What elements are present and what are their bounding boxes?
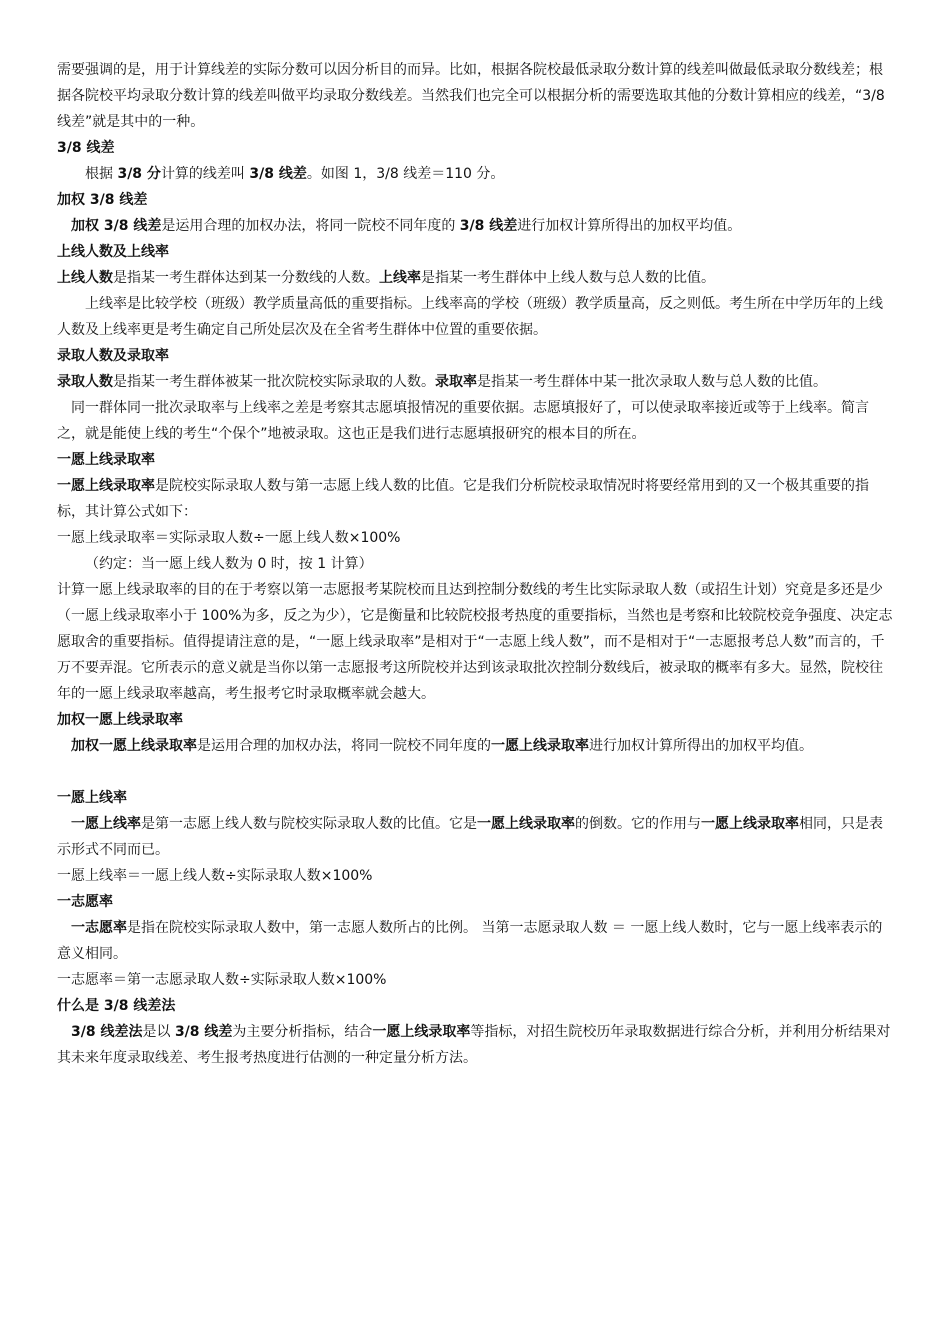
bold-term: 一志愿率 (71, 920, 127, 936)
bold-term: 加权一愿上线录取率 (71, 738, 197, 754)
text-span: 为主要分析指标，结合 (232, 1024, 373, 1040)
paragraph-first-online-rate (57, 811, 895, 863)
bold-term: 一愿上线录取率 (701, 816, 799, 832)
heading-38-line-diff: 3/8 线差 (57, 140, 115, 156)
paragraph-online-importance: 上线率是比较学校（班级）教学质量高低的重要指标。上线率高的学校（班级）教学质量高，反之则低。考生所在中学历年的上线人数及上线率更是考生确定自己所处层次及在全省考生群体中位置的重要依据。 (57, 296, 883, 338)
bold-term: 加权 3/8 线差 (71, 218, 162, 234)
heading-first-online-rate: 一愿上线率 (57, 790, 127, 806)
paragraph-38-method (57, 1019, 895, 1071)
text-span: 是指某一考生群体达到某一分数线的人数。 (113, 270, 379, 286)
paragraph-first-choice-admit-purpose: 计算一愿上线录取率的目的在于考察以第一志愿报考某院校而且达到控制分数线的考生比实际录取人数（或招生计划）究竟是多还是少（一愿上线录取率小于 100%为多，反之为少），它是衡量和比较院校报考热度的重要指标，当然也是考察和比较院校竞争强度、决定志愿取舍的重要指标。值得提请注意的是，“一愿上线录取率”是相对于“一志愿上线人数”，而不是相对于“一志愿报考总人数”而言的，千万不要弄混。它所表示的意义就是当你以第一志愿报考这所院校并达到该录取批次控制分数线后，被录取的概率有多大。显然，院校往年的一愿上线录取率越高，考生报考它时录取概率就会越大。 (57, 582, 893, 702)
text-span: 是运用合理的加权办法，将同一院校不同年度的 (161, 218, 460, 234)
bold-term: 3/8 线差法 (71, 1024, 143, 1040)
blank-line (57, 759, 895, 785)
paragraph-admit-definition (57, 369, 895, 395)
text-span: 的倒数。它的作用与 (575, 816, 701, 832)
paragraph-first-choice-admit-definition (57, 473, 895, 525)
paragraph-weighted-38 (57, 213, 895, 239)
heading-38-method: 什么是 3/8 线差法 (57, 998, 176, 1014)
note-first-choice-admit-rate: （约定：当一愿上线人数为 0 时，按 1 计算） (85, 556, 373, 572)
text-span: 是运用合理的加权办法，将同一院校不同年度的 (197, 738, 491, 754)
paragraph-online-definition (57, 265, 895, 291)
paragraph-admit-importance: 同一群体同一批次录取率与上线率之差是考察其志愿填报情况的重要依据。志愿填报好了，可以使录取率接近或等于上线率。简言之，就是能使上线的考生“个保个”地被录取。这也正是我们进行志愿填报研究的根本目的所在。 (57, 400, 869, 442)
text-span: 等指标，对招生院校历年录取数据进行综合分析，并利用分析结果对其未来年度录取线差、考生报考热度进行估测的一种定量分析方法。 (57, 1024, 891, 1066)
bold-term: 上线人数 (57, 270, 113, 286)
bold-term: 一愿上线率 (71, 816, 141, 832)
document-page (57, 57, 895, 1071)
heading-weighted-38: 加权 3/8 线差 (57, 192, 148, 208)
text-span: 是院校实际录取人数与第一志愿上线人数的比值。它是我们分析院校录取情况时将要经常用到的又一个极其重要的指标，其计算公式如下： (57, 478, 869, 520)
heading-admit-count: 录取人数及录取率 (57, 348, 169, 364)
bold-term: 一愿上线录取率 (57, 478, 155, 494)
bold-term: 一愿上线录取率 (477, 816, 575, 832)
text-span: 是指某一考生群体中上线人数与总人数的比值。 (421, 270, 715, 286)
bold-term: 3/8 线差 (174, 1024, 233, 1040)
heading-weighted-first-choice: 加权一愿上线录取率 (57, 712, 183, 728)
bold-term: 一愿上线录取率 (491, 738, 589, 754)
text-span: 是指某一考生群体中某一批次录取人数与总人数的比值。 (477, 374, 827, 390)
text-span: 相同，只是表示形式不同而已。 (57, 816, 883, 858)
heading-online-count: 上线人数及上线率 (57, 244, 169, 260)
bold-term: 录取率 (435, 374, 477, 390)
formula-first-choice-rate: 一志愿率＝第一志愿录取人数÷实际录取人数×100% (57, 972, 387, 988)
text-span: 是指某一考生群体被某一批次院校实际录取的人数。 (113, 374, 435, 390)
text-span: 是指在院校实际录取人数中，第一志愿人数所占的比例。 当第一志愿录取人数 ＝ 一愿上线人数时，它与一愿上线率表示的意义相同。 (57, 920, 883, 962)
bold-term: 上线率 (379, 270, 421, 286)
bold-term: 3/8 线差 (459, 218, 518, 234)
text-span: 根据 (85, 166, 118, 182)
bold-term: 3/8 线差 (249, 166, 307, 182)
text-span: 是第一志愿上线人数与院校实际录取人数的比值。它是 (141, 816, 477, 832)
text-span: 进行加权计算所得出的加权平均值。 (517, 218, 742, 234)
text-span: 。如图 1，3/8 线差＝110 分。 (306, 166, 505, 182)
heading-first-choice-admit-rate: 一愿上线录取率 (57, 452, 155, 468)
paragraph-weighted-first-choice (57, 733, 895, 759)
intro-paragraph: 需要强调的是，用于计算线差的实际分数可以因分析目的而异。比如，根据各院校最低录取分数计算的线差叫做最低录取分数线差；根据各院校平均录取分数计算的线差叫做平均录取分数线差。当然我们也完全可以根据分析的需要选取其他的分数计算相应的线差，“3/8 线差”就是其中的一种。 (57, 62, 885, 130)
text-span: 是以 (142, 1024, 175, 1040)
paragraph-38-line-diff (57, 161, 895, 187)
paragraph-first-choice-rate (57, 915, 895, 967)
bold-term: 一愿上线录取率 (372, 1024, 471, 1040)
bold-term: 录取人数 (57, 374, 113, 390)
bold-term: 3/8 分 (117, 166, 161, 182)
formula-first-choice-admit-rate: 一愿上线录取率＝实际录取人数÷一愿上线人数×100% (57, 530, 401, 546)
formula-first-online-rate: 一愿上线率＝一愿上线人数÷实际录取人数×100% (57, 868, 373, 884)
heading-first-choice-rate: 一志愿率 (57, 894, 113, 910)
text-span: 计算的线差叫 (160, 166, 250, 182)
text-span: 进行加权计算所得出的加权平均值。 (589, 738, 813, 754)
